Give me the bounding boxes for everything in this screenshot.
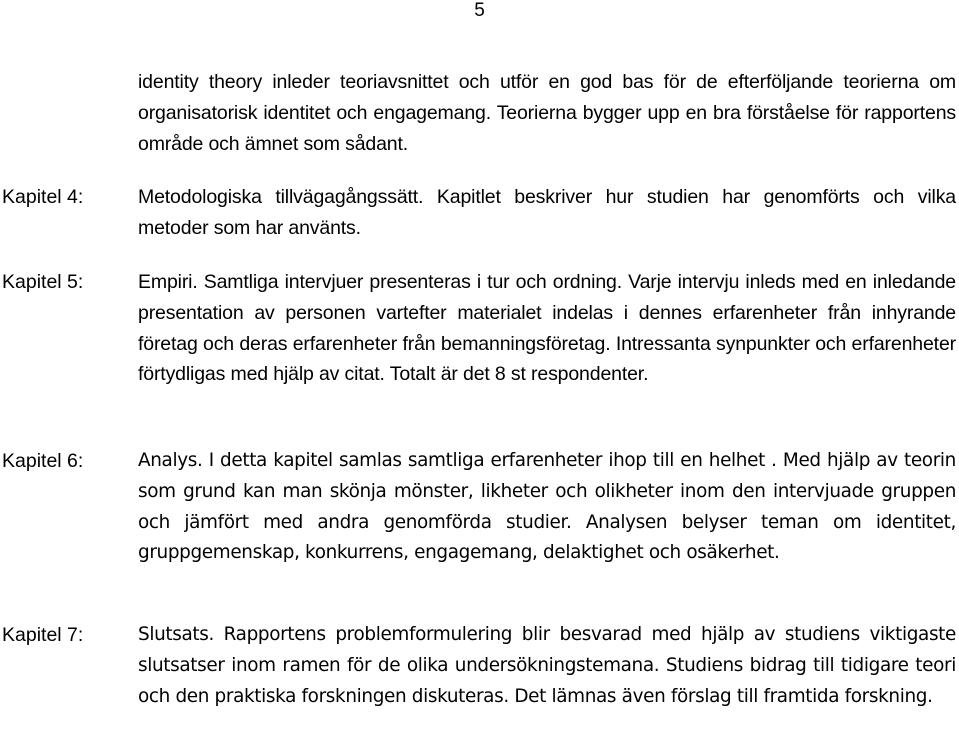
chapter-5-label: Kapitel 5:: [2, 271, 84, 293]
chapter-6-label: Kapitel 6:: [2, 450, 84, 472]
chapter-4-text: Metodologiska tillvägagångssätt. Kapitlet beskriver hur studien har genomförts och vilka metoder som har använts.: [138, 186, 956, 239]
chapter-6-text: Analys. I detta kapitel samlas samtliga erfarenheter ihop till en helhet . Med hjälp av teorin som grund kan man skönja mönster, likheter och olikheter inom den intervjuade gruppen och jämfört med andra genomförda studier. Analysen belyser teman om identitet, gruppgemenskap, konkurrens, engagemang, delaktighet och osäkerhet.: [138, 450, 956, 564]
chapter-7-text: Slutsats. Rapportens problemformulering blir besvarad med hjälp av studiens viktigaste slutsatser inom ramen för de olika undersökningstemana. Studiens bidrag till tidigare teori och den praktiska forskningen diskuteras. Det lämnas även förslag till framtida forskning.: [138, 624, 956, 707]
page-number: 5: [474, 0, 485, 21]
intro-paragraph: identity theory inleder teoriavsnittet och utför en god bas för de efterföljande teorierna om organisatorisk identitet och engagemang. Teorierna bygger upp en bra förståelse för rapportens område och ämnet som sådant.: [138, 71, 956, 155]
chapter-7-label: Kapitel 7:: [2, 624, 84, 646]
chapter-5-text: Empiri. Samtliga intervjuer presenteras i tur och ordning. Varje intervju inleds med en inledande presentation av personen vartefter materialet indelas i dennes erfarenheter från inhyrande företag och deras erfarenheter från bemanningsföretag. Intressanta synpunkter och erfarenheter förtydligas med hjälp av citat. Totalt är det 8 st respondenter.: [138, 271, 956, 386]
chapter-4-label: Kapitel 4:: [2, 186, 84, 208]
